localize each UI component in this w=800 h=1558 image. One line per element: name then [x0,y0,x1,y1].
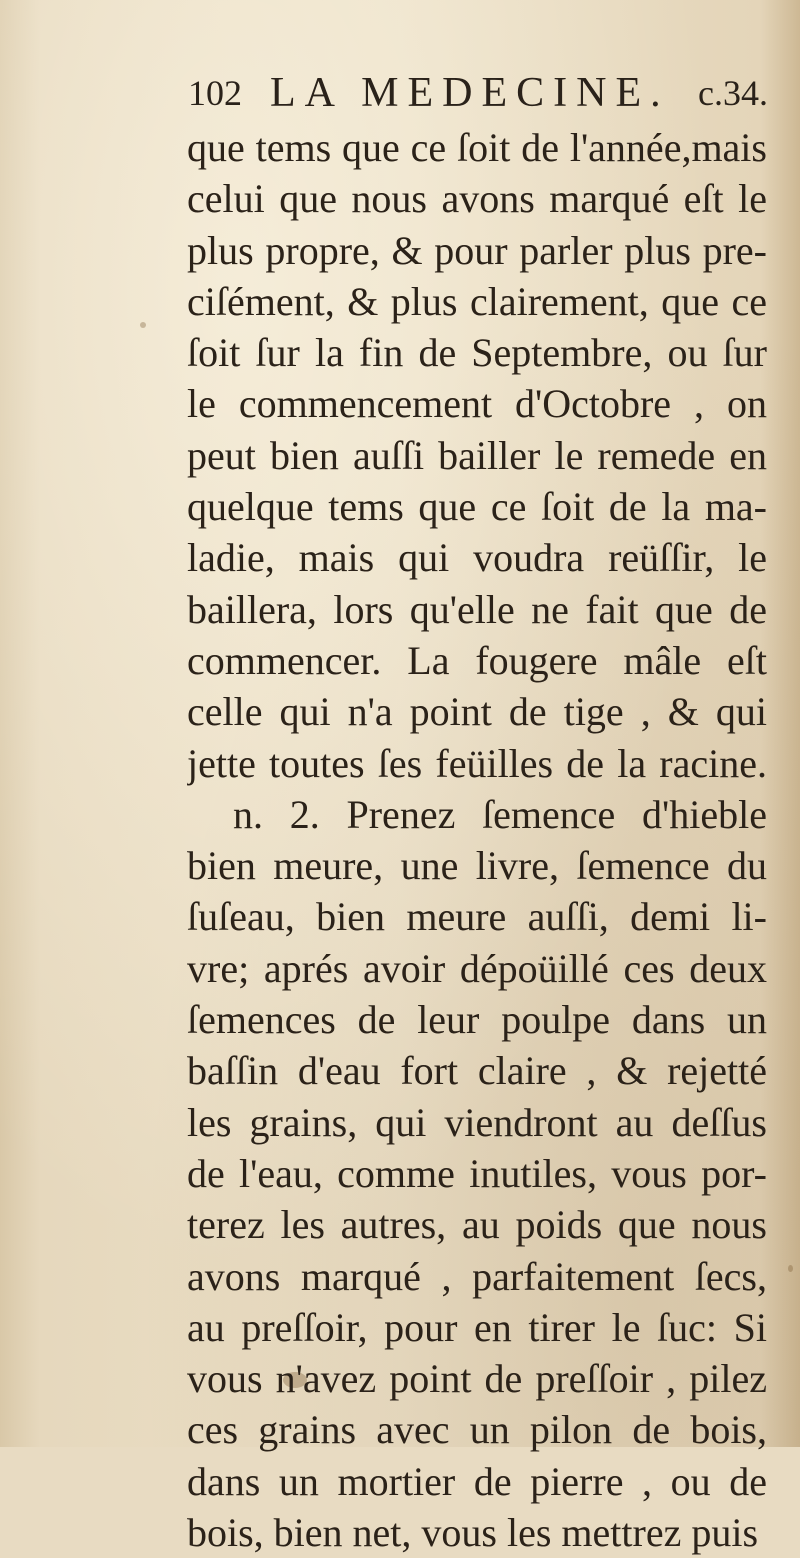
text-line: vous n'avez point de preſſoir , pilez [187,1356,767,1402]
text-line: ſoit ſur la fin de Septembre, ou ſur [187,330,767,376]
running-header [188,68,768,118]
text-line: les grains, qui viendront au deſſus [187,1099,767,1145]
body-text [187,122,767,1558]
text-line: quelque tems que ce ſoit de la ma- [187,484,767,530]
text-line: que tems que ce ſoit de l'année,mais [187,125,767,170]
text-line: vre; aprés avoir dépoüillé ces deux [187,945,767,991]
text-line: ces grains avec un pilon de bois, [187,1407,767,1453]
text-line: ſemences de leur poulpe dans un [187,997,767,1043]
text-line: celui que nous avons marqué eſt le [187,176,767,222]
text-line: commencer. La fougere mâle eſt [187,637,767,683]
text-line: le commencement d'Octobre , on [187,381,767,427]
text-line: baſſin d'eau fort claire , & rejetté [187,1048,767,1094]
text-line: celle qui n'a point de tige , & qui [187,689,767,735]
text-line: au preſſoir, pour en tirer le ſuc: Si [187,1304,767,1350]
text-line: bien meure, une livre, ſemence du [187,843,767,889]
text-line: terez les autres, au poids que nous [187,1202,767,1248]
text-line: ciſément, & plus clairement, que ce [187,278,767,324]
text-line: ſuſeau, bien meure auſſi, demi li- [187,894,767,940]
chapter-marker: c.34. [698,73,768,113]
text-line: dans un mortier de pierre , ou de [187,1458,767,1504]
text-line: de l'eau, comme inutiles, vous por- [187,1150,767,1196]
text-line: avons marqué , parfaitement ſecs, [187,1253,767,1299]
text-line: jette toutes ſes feüilles de la racine. [187,740,767,786]
page-number: 102 [188,73,242,113]
running-title: LA MEDECINE. [270,70,670,116]
text-line: baillera, lors qu'elle ne fait que de [187,586,767,632]
ink-spot [788,1265,793,1272]
text-line: plus propre, & pour parler plus pre- [187,227,767,273]
text-line: bois, bien net, vous les mettrez puis [187,1510,759,1556]
ink-spot [140,322,146,328]
text-line: peut bien auſſi bailler le remede en [187,432,767,478]
text-line: n. 2. Prenez ſemence d'hieble [233,791,767,837]
text-line: ladie, mais qui voudra reüſſir, le [187,535,767,581]
